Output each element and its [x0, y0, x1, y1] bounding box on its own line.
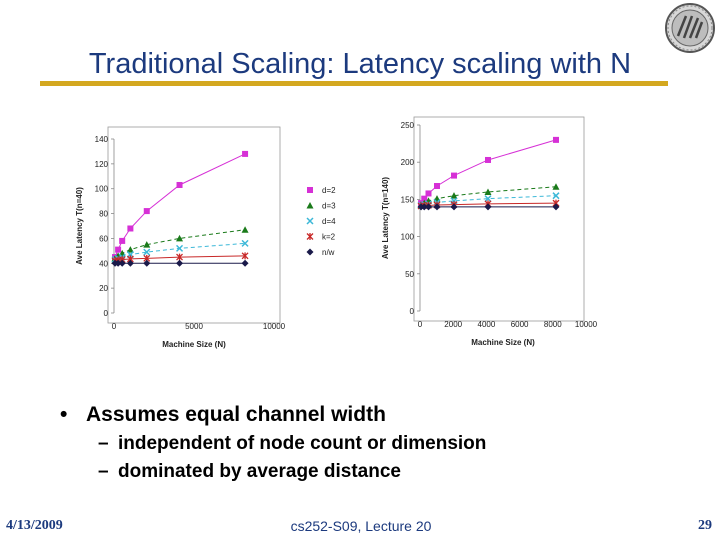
legend-item [307, 217, 336, 226]
data-point [485, 157, 491, 163]
series-line [115, 154, 245, 257]
bullet-item [60, 400, 700, 430]
x-tick-label: 0 [111, 322, 117, 331]
y-tick-label: 20 [99, 284, 108, 294]
data-point [144, 208, 150, 214]
x-tick-label: 4000 [477, 320, 496, 329]
y-axis-label: Ave Latency T(n=40) [75, 187, 84, 265]
legend-label: n/w [322, 248, 335, 257]
subbullet-text: dominated by average distance [118, 461, 401, 482]
data-point [119, 238, 125, 244]
y-tick-label: 40 [99, 259, 108, 269]
y-tick-label: 0 [103, 309, 108, 318]
y-tick-label: 250 [400, 121, 414, 130]
data-point [176, 260, 183, 267]
legend-marker [307, 218, 313, 224]
legend-item [307, 233, 336, 242]
subbullet-item [98, 430, 700, 458]
data-point [242, 151, 248, 157]
subbullet-text: independent of node count or dimension [118, 433, 487, 454]
series-d=2 [112, 151, 248, 260]
legend-marker [307, 202, 314, 209]
x-axis-label: Machine Size (N) [162, 340, 226, 349]
x-tick-label: 2000 [444, 320, 463, 329]
x-tick-label: 8000 [543, 320, 562, 329]
latency-chart-n40 [70, 125, 370, 357]
legend-label: d=4 [322, 217, 336, 226]
slide-title: Traditional Scaling: Latency scaling with N [88, 48, 632, 80]
x-axis-label: Machine Size (N) [471, 338, 535, 347]
y-axis-label: Ave Latency T(n=140) [381, 176, 390, 260]
data-point [115, 247, 121, 253]
legend-label: k=2 [322, 232, 336, 242]
x-tick-label: 10000 [262, 322, 286, 331]
y-tick-label: 50 [405, 269, 414, 279]
subbullet-marker: – [98, 433, 109, 454]
x-tick-label: 6000 [510, 320, 529, 329]
page-number: 29 [698, 518, 712, 533]
bullet-list [60, 400, 700, 486]
latency-chart-n140 [376, 115, 600, 355]
footer-date: 4/13/2009 [6, 518, 63, 533]
y-tick-label: 100 [400, 232, 414, 242]
y-tick-label: 60 [99, 234, 108, 244]
title-underline [40, 81, 668, 86]
data-point [434, 183, 440, 189]
legend-label: d=2 [322, 186, 336, 195]
legend-marker [307, 233, 313, 240]
data-point [553, 137, 559, 143]
bullet-text: Assumes equal channel width [86, 403, 386, 426]
legend-marker [307, 249, 314, 256]
plot-area [414, 117, 584, 321]
y-tick-label: 120 [94, 159, 108, 169]
data-point [451, 173, 457, 179]
y-tick-label: 140 [94, 135, 108, 144]
x-tick-label: 5000 [185, 322, 203, 331]
data-point [127, 225, 133, 231]
legend-label: d=3 [322, 201, 336, 211]
legend-item [307, 202, 337, 211]
data-point [552, 203, 559, 210]
data-point [425, 190, 431, 196]
series-d=2 [418, 137, 559, 206]
data-point [242, 226, 249, 233]
subbullet-marker: – [98, 461, 109, 482]
legend-marker [307, 187, 313, 193]
data-point [242, 260, 249, 267]
bullet-marker: • [60, 403, 68, 426]
y-tick-label: 80 [99, 209, 108, 219]
y-tick-label: 0 [409, 307, 414, 316]
y-tick-label: 150 [400, 195, 414, 205]
subbullet-item [98, 458, 700, 486]
x-tick-label: 0 [417, 320, 423, 329]
legend-item [307, 186, 336, 195]
y-tick-label: 200 [400, 158, 414, 168]
footer-lecture: cs252-S09, Lecture 20 [290, 518, 432, 534]
legend-item [307, 248, 335, 257]
x-tick-label: 10000 [574, 320, 598, 329]
data-point [177, 182, 183, 188]
y-tick-label: 100 [94, 184, 108, 194]
